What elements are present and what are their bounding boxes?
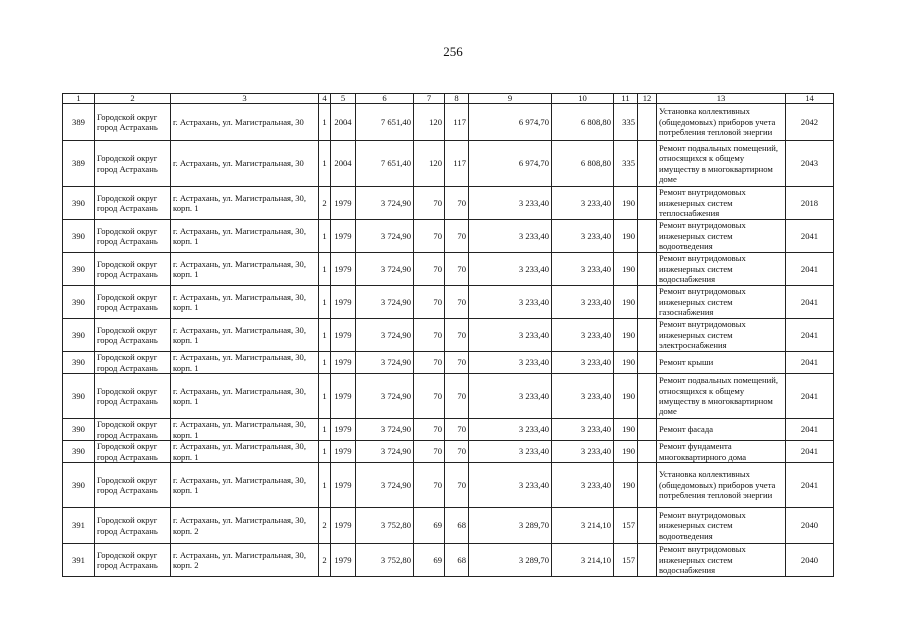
column-number-header: 11: [614, 94, 638, 104]
living-area-cell: 3 233,40: [469, 419, 552, 441]
column-number-header: 5: [331, 94, 356, 104]
living-area-residential-cell: 3 233,40: [552, 463, 614, 508]
living-area-cell: 3 233,40: [469, 253, 552, 286]
table-row: [63, 419, 834, 441]
address-cell: г. Астрахань, ул. Магистральная, 30, корп. 1: [171, 374, 319, 419]
col-12-cell: [638, 419, 657, 441]
year-built-cell: 1979: [331, 187, 356, 220]
address-cell: г. Астрахань, ул. Магистральная, 30, корп. 1: [171, 220, 319, 253]
residents-cell: 190: [614, 253, 638, 286]
living-area-residential-cell: 6 808,80: [552, 141, 614, 187]
planned-year-cell: 2041: [786, 441, 834, 463]
municipality-cell: Городской округ город Астрахань: [95, 319, 171, 352]
table-row: [63, 253, 834, 286]
row-number-cell: 390: [63, 463, 95, 508]
col-12-cell: [638, 352, 657, 374]
floors-cell: 1: [319, 286, 331, 319]
living-area-cell: 6 974,70: [469, 141, 552, 187]
year-built-cell: 1979: [331, 253, 356, 286]
planned-year-cell: 2041: [786, 352, 834, 374]
apartments-total-cell: 69: [414, 508, 445, 544]
total-area-cell: 3 724,90: [356, 419, 414, 441]
table-row: [63, 187, 834, 220]
living-area-cell: 3 233,40: [469, 463, 552, 508]
floors-cell: 2: [319, 508, 331, 544]
table-body: [63, 104, 834, 577]
year-built-cell: 1979: [331, 419, 356, 441]
year-built-cell: 1979: [331, 463, 356, 508]
total-area-cell: 3 724,90: [356, 253, 414, 286]
apartments-residential-cell: 70: [445, 220, 469, 253]
work-type-cell: Ремонт подвальных помещений, относящихся к общему имуществу в многоквартирном доме: [657, 374, 786, 419]
municipality-cell: Городской округ город Астрахань: [95, 220, 171, 253]
living-area-residential-cell: 3 233,40: [552, 220, 614, 253]
address-cell: г. Астрахань, ул. Магистральная, 30, корп. 1: [171, 319, 319, 352]
apartments-residential-cell: 117: [445, 141, 469, 187]
floors-cell: 1: [319, 253, 331, 286]
living-area-residential-cell: 3 233,40: [552, 352, 614, 374]
apartments-residential-cell: 117: [445, 104, 469, 141]
apartments-residential-cell: 70: [445, 441, 469, 463]
planned-year-cell: 2041: [786, 419, 834, 441]
apartments-total-cell: 70: [414, 441, 445, 463]
living-area-residential-cell: 3 233,40: [552, 187, 614, 220]
floors-cell: 2: [319, 187, 331, 220]
total-area-cell: 3 724,90: [356, 220, 414, 253]
residents-cell: 190: [614, 374, 638, 419]
total-area-cell: 7 651,40: [356, 141, 414, 187]
planned-year-cell: 2018: [786, 187, 834, 220]
residents-cell: 157: [614, 544, 638, 577]
table-row: [63, 441, 834, 463]
col-12-cell: [638, 463, 657, 508]
total-area-cell: 3 724,90: [356, 352, 414, 374]
column-number-header: 3: [171, 94, 319, 104]
table-row: [63, 508, 834, 544]
floors-cell: 1: [319, 374, 331, 419]
apartments-residential-cell: 70: [445, 463, 469, 508]
table-row: [63, 141, 834, 187]
planned-year-cell: 2041: [786, 220, 834, 253]
total-area-cell: 3 724,90: [356, 286, 414, 319]
row-number-cell: 390: [63, 419, 95, 441]
living-area-residential-cell: 3 214,10: [552, 544, 614, 577]
year-built-cell: 1979: [331, 220, 356, 253]
address-cell: г. Астрахань, ул. Магистральная, 30: [171, 141, 319, 187]
col-12-cell: [638, 286, 657, 319]
apartments-total-cell: 70: [414, 352, 445, 374]
apartments-total-cell: 70: [414, 187, 445, 220]
municipality-cell: Городской округ город Астрахань: [95, 508, 171, 544]
planned-year-cell: 2043: [786, 141, 834, 187]
living-area-cell: 3 233,40: [469, 286, 552, 319]
planned-year-cell: 2041: [786, 374, 834, 419]
floors-cell: 1: [319, 419, 331, 441]
total-area-cell: 3 752,80: [356, 544, 414, 577]
apartments-residential-cell: 70: [445, 319, 469, 352]
living-area-residential-cell: 3 214,10: [552, 508, 614, 544]
living-area-cell: 6 974,70: [469, 104, 552, 141]
address-cell: г. Астрахань, ул. Магистральная, 30, корп. 2: [171, 544, 319, 577]
col-12-cell: [638, 374, 657, 419]
planned-year-cell: 2041: [786, 319, 834, 352]
floors-cell: 1: [319, 104, 331, 141]
column-number-header: 2: [95, 94, 171, 104]
year-built-cell: 2004: [331, 104, 356, 141]
apartments-total-cell: 70: [414, 419, 445, 441]
total-area-cell: 3 724,90: [356, 374, 414, 419]
living-area-residential-cell: 3 233,40: [552, 319, 614, 352]
table-row: [63, 463, 834, 508]
total-area-cell: 7 651,40: [356, 104, 414, 141]
year-built-cell: 1979: [331, 374, 356, 419]
work-type-cell: Установка коллективных (общедомовых) приборов учета потребления тепловой энергии: [657, 463, 786, 508]
total-area-cell: 3 724,90: [356, 319, 414, 352]
row-number-cell: 389: [63, 104, 95, 141]
table-row: [63, 352, 834, 374]
year-built-cell: 2004: [331, 141, 356, 187]
column-number-row: [63, 94, 834, 104]
work-type-cell: Ремонт внутридомовых инженерных систем теплоснабжения: [657, 187, 786, 220]
living-area-cell: 3 233,40: [469, 220, 552, 253]
row-number-cell: 390: [63, 220, 95, 253]
year-built-cell: 1979: [331, 544, 356, 577]
row-number-cell: 390: [63, 441, 95, 463]
col-12-cell: [638, 141, 657, 187]
apartments-total-cell: 70: [414, 374, 445, 419]
apartments-residential-cell: 70: [445, 419, 469, 441]
apartments-total-cell: 69: [414, 544, 445, 577]
col-12-cell: [638, 253, 657, 286]
living-area-residential-cell: 3 233,40: [552, 419, 614, 441]
planned-year-cell: 2041: [786, 253, 834, 286]
col-12-cell: [638, 544, 657, 577]
apartments-total-cell: 70: [414, 319, 445, 352]
year-built-cell: 1979: [331, 508, 356, 544]
address-cell: г. Астрахань, ул. Магистральная, 30, корп. 1: [171, 187, 319, 220]
apartments-total-cell: 70: [414, 253, 445, 286]
apartments-total-cell: 70: [414, 463, 445, 508]
row-number-cell: 390: [63, 319, 95, 352]
residents-cell: 190: [614, 187, 638, 220]
floors-cell: 2: [319, 544, 331, 577]
column-number-header: 4: [319, 94, 331, 104]
address-cell: г. Астрахань, ул. Магистральная, 30, корп. 1: [171, 419, 319, 441]
residents-cell: 190: [614, 319, 638, 352]
living-area-cell: 3 233,40: [469, 374, 552, 419]
work-type-cell: Ремонт внутридомовых инженерных систем водоснабжения: [657, 544, 786, 577]
living-area-residential-cell: 6 808,80: [552, 104, 614, 141]
address-cell: г. Астрахань, ул. Магистральная, 30, корп. 1: [171, 463, 319, 508]
work-type-cell: Ремонт внутридомовых инженерных систем водоснабжения: [657, 253, 786, 286]
residents-cell: 190: [614, 441, 638, 463]
municipality-cell: Городской округ город Астрахань: [95, 141, 171, 187]
floors-cell: 1: [319, 352, 331, 374]
total-area-cell: 3 724,90: [356, 441, 414, 463]
table-row: [63, 319, 834, 352]
col-12-cell: [638, 187, 657, 220]
living-area-residential-cell: 3 233,40: [552, 441, 614, 463]
table-row: [63, 286, 834, 319]
municipality-cell: Городской округ город Астрахань: [95, 187, 171, 220]
row-number-cell: 390: [63, 352, 95, 374]
col-12-cell: [638, 104, 657, 141]
total-area-cell: 3 724,90: [356, 463, 414, 508]
residents-cell: 190: [614, 220, 638, 253]
column-number-header: 7: [414, 94, 445, 104]
total-area-cell: 3 724,90: [356, 187, 414, 220]
living-area-cell: 3 233,40: [469, 352, 552, 374]
work-type-cell: Ремонт крыши: [657, 352, 786, 374]
total-area-cell: 3 752,80: [356, 508, 414, 544]
year-built-cell: 1979: [331, 286, 356, 319]
year-built-cell: 1979: [331, 441, 356, 463]
municipality-cell: Городской округ город Астрахань: [95, 352, 171, 374]
row-number-cell: 389: [63, 141, 95, 187]
planned-year-cell: 2041: [786, 286, 834, 319]
work-type-cell: Ремонт внутридомовых инженерных систем водоотведения: [657, 508, 786, 544]
address-cell: г. Астрахань, ул. Магистральная, 30, корп. 1: [171, 441, 319, 463]
address-cell: г. Астрахань, ул. Магистральная, 30, корп. 1: [171, 286, 319, 319]
column-number-header: 6: [356, 94, 414, 104]
work-type-cell: Ремонт фасада: [657, 419, 786, 441]
planned-year-cell: 2042: [786, 104, 834, 141]
residents-cell: 190: [614, 286, 638, 319]
col-12-cell: [638, 319, 657, 352]
municipality-cell: Городской округ город Астрахань: [95, 463, 171, 508]
living-area-cell: 3 233,40: [469, 441, 552, 463]
row-number-cell: 390: [63, 374, 95, 419]
municipality-cell: Городской округ город Астрахань: [95, 544, 171, 577]
table-row: [63, 544, 834, 577]
address-cell: г. Астрахань, ул. Магистральная, 30, корп. 2: [171, 508, 319, 544]
column-number-header: 13: [657, 94, 786, 104]
address-cell: г. Астрахань, ул. Магистральная, 30, корп. 1: [171, 352, 319, 374]
residents-cell: 335: [614, 141, 638, 187]
floors-cell: 1: [319, 220, 331, 253]
municipality-cell: Городской округ город Астрахань: [95, 104, 171, 141]
col-12-cell: [638, 441, 657, 463]
apartments-residential-cell: 68: [445, 544, 469, 577]
work-type-cell: Ремонт внутридомовых инженерных систем водоотведения: [657, 220, 786, 253]
planned-year-cell: 2040: [786, 508, 834, 544]
column-number-header: 1: [63, 94, 95, 104]
municipality-cell: Городской округ город Астрахань: [95, 419, 171, 441]
column-number-header: 8: [445, 94, 469, 104]
column-number-header: 14: [786, 94, 834, 104]
column-number-header: 12: [638, 94, 657, 104]
floors-cell: 1: [319, 319, 331, 352]
residents-cell: 335: [614, 104, 638, 141]
apartments-residential-cell: 70: [445, 187, 469, 220]
living-area-residential-cell: 3 233,40: [552, 374, 614, 419]
apartments-total-cell: 120: [414, 141, 445, 187]
address-cell: г. Астрахань, ул. Магистральная, 30: [171, 104, 319, 141]
work-type-cell: Установка коллективных (общедомовых) приборов учета потребления тепловой энергии: [657, 104, 786, 141]
living-area-cell: 3 233,40: [469, 319, 552, 352]
living-area-cell: 3 289,70: [469, 544, 552, 577]
living-area-cell: 3 233,40: [469, 187, 552, 220]
planned-year-cell: 2041: [786, 463, 834, 508]
apartments-total-cell: 120: [414, 104, 445, 141]
page-number: 256: [443, 44, 463, 59]
planned-year-cell: 2040: [786, 544, 834, 577]
year-built-cell: 1979: [331, 352, 356, 374]
repair-schedule-table: [62, 93, 834, 577]
column-number-header: 9: [469, 94, 552, 104]
apartments-residential-cell: 70: [445, 286, 469, 319]
col-12-cell: [638, 508, 657, 544]
apartments-total-cell: 70: [414, 220, 445, 253]
municipality-cell: Городской округ город Астрахань: [95, 441, 171, 463]
floors-cell: 1: [319, 441, 331, 463]
municipality-cell: Городской округ город Астрахань: [95, 286, 171, 319]
apartments-residential-cell: 70: [445, 253, 469, 286]
work-type-cell: Ремонт внутридомовых инженерных систем газоснабжения: [657, 286, 786, 319]
row-number-cell: 390: [63, 253, 95, 286]
apartments-total-cell: 70: [414, 286, 445, 319]
apartments-residential-cell: 70: [445, 352, 469, 374]
year-built-cell: 1979: [331, 319, 356, 352]
table-row: [63, 374, 834, 419]
apartments-residential-cell: 68: [445, 508, 469, 544]
residents-cell: 190: [614, 419, 638, 441]
row-number-cell: 390: [63, 286, 95, 319]
residents-cell: 190: [614, 463, 638, 508]
row-number-cell: 391: [63, 508, 95, 544]
residents-cell: 190: [614, 352, 638, 374]
work-type-cell: Ремонт внутридомовых инженерных систем электроснабжения: [657, 319, 786, 352]
column-number-header: 10: [552, 94, 614, 104]
work-type-cell: Ремонт фундамента многоквартирного дома: [657, 441, 786, 463]
address-cell: г. Астрахань, ул. Магистральная, 30, корп. 1: [171, 253, 319, 286]
table-row: [63, 220, 834, 253]
living-area-residential-cell: 3 233,40: [552, 253, 614, 286]
row-number-cell: 391: [63, 544, 95, 577]
floors-cell: 1: [319, 463, 331, 508]
municipality-cell: Городской округ город Астрахань: [95, 253, 171, 286]
living-area-cell: 3 289,70: [469, 508, 552, 544]
col-12-cell: [638, 220, 657, 253]
row-number-cell: 390: [63, 187, 95, 220]
work-type-cell: Ремонт подвальных помещений, относящихся к общему имуществу в многоквартирном доме: [657, 141, 786, 187]
apartments-residential-cell: 70: [445, 374, 469, 419]
living-area-residential-cell: 3 233,40: [552, 286, 614, 319]
table-row: [63, 104, 834, 141]
residents-cell: 157: [614, 508, 638, 544]
floors-cell: 1: [319, 141, 331, 187]
municipality-cell: Городской округ город Астрахань: [95, 374, 171, 419]
